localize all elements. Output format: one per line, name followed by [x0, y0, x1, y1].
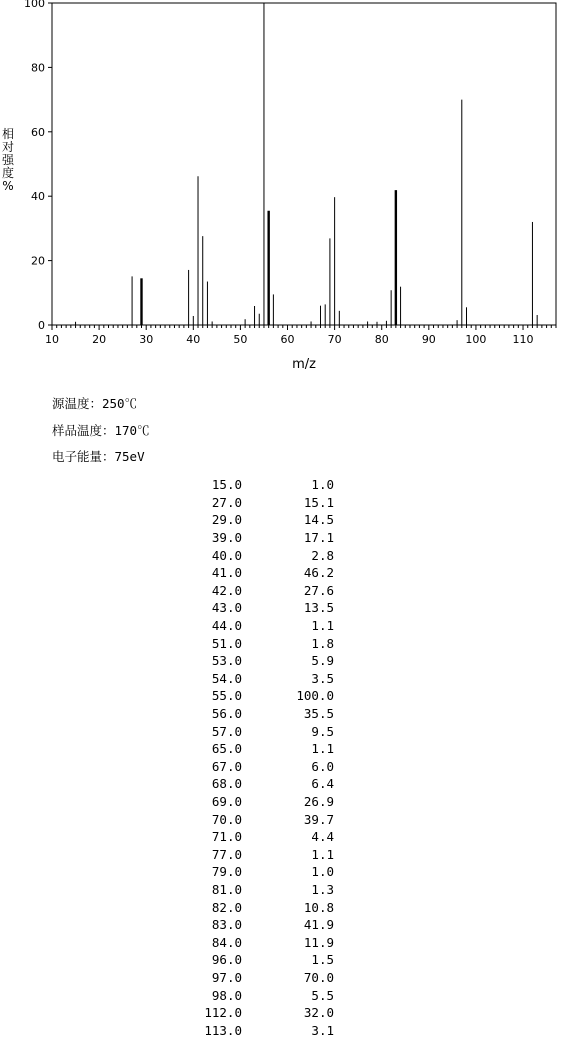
y-axis-label-char: 度: [1, 166, 14, 180]
peak-table: [196, 476, 346, 1039]
peak-table-row: [196, 775, 346, 793]
peak-abundance: 39.7: [303, 811, 334, 827]
peak-abundance: 35.5: [303, 706, 334, 722]
sample-temperature: 样品温度：170℃: [52, 423, 150, 438]
spectrum-peaks: [76, 3, 538, 325]
peak-abundance: 14.5: [303, 512, 334, 528]
peak-abundance: 10.8: [303, 899, 334, 915]
peak-abundance: 3.1: [311, 1022, 334, 1038]
x-axis-label: m/z: [292, 357, 316, 372]
peak-abundance: 1.8: [311, 635, 334, 651]
peak-mz: 68.0: [211, 776, 242, 792]
source-temperature: 源温度：250℃: [52, 396, 138, 411]
peak-table-row: [196, 758, 346, 776]
peak-table-row: [196, 740, 346, 758]
x-tick-label: 70: [327, 333, 342, 346]
y-axis-label-char: 相: [1, 127, 14, 141]
peak-table-row: [196, 951, 346, 969]
mass-spectrum-chart: [0, 0, 570, 380]
y-axis-label-char: 对: [1, 140, 14, 154]
peak-mz: 98.0: [211, 987, 242, 1003]
y-axis-ticks: [24, 0, 52, 332]
peak-mz: 56.0: [211, 706, 242, 722]
peak-mz: 53.0: [211, 653, 242, 669]
peak-table-row: [196, 863, 346, 881]
peak-table-row: [196, 529, 346, 547]
peak-abundance: 1.3: [311, 881, 334, 897]
peak-mz: 43.0: [211, 600, 242, 616]
peak-table-row: [196, 546, 346, 564]
x-axis-ticks: [45, 325, 556, 346]
peak-mz: 42.0: [211, 582, 242, 598]
peak-table-row: [196, 1004, 346, 1022]
peak-table-row: [196, 881, 346, 899]
peak-mz: 69.0: [211, 793, 242, 809]
x-tick-label: 10: [45, 333, 59, 346]
peak-abundance: 1.0: [311, 477, 334, 493]
peak-table-row: [196, 1021, 346, 1039]
peak-mz: 39.0: [211, 530, 242, 546]
peak-abundance: 6.4: [311, 776, 334, 792]
x-tick-label: 110: [512, 333, 534, 346]
peak-table-row: [196, 670, 346, 688]
y-tick-label: 80: [31, 61, 45, 75]
electron-energy: 电子能量：75eV: [52, 449, 145, 464]
peak-table-row: [196, 722, 346, 740]
peak-mz: 44.0: [211, 618, 242, 634]
peak-table-row: [196, 599, 346, 617]
peak-table-row: [196, 494, 346, 512]
y-tick-label: 0: [38, 319, 45, 332]
peak-abundance: 17.1: [303, 530, 334, 546]
peak-abundance: 5.9: [311, 653, 334, 669]
peak-table-row: [196, 687, 346, 705]
y-axis-label-char: %: [2, 179, 14, 193]
peak-mz: 113.0: [204, 1022, 242, 1038]
x-tick-label: 40: [186, 333, 201, 346]
peak-table-row: [196, 564, 346, 582]
peak-table-row: [196, 511, 346, 529]
peak-mz: 70.0: [211, 811, 242, 827]
peak-abundance: 2.8: [311, 547, 334, 563]
peak-abundance: 1.5: [311, 952, 334, 968]
peak-abundance: 32.0: [303, 1005, 334, 1021]
x-tick-label: 80: [374, 333, 389, 346]
peak-mz: 112.0: [204, 1005, 242, 1021]
peak-table-row: [196, 810, 346, 828]
peak-mz: 71.0: [211, 829, 242, 845]
peak-abundance: 3.5: [311, 670, 334, 686]
peak-mz: 51.0: [211, 635, 242, 651]
peak-table-row: [196, 705, 346, 723]
peak-table-row: [196, 652, 346, 670]
peak-mz: 15.0: [211, 477, 242, 493]
peak-abundance: 13.5: [303, 600, 334, 616]
peak-mz: 97.0: [211, 969, 242, 985]
peak-abundance: 5.5: [311, 987, 334, 1003]
peak-table-row: [196, 898, 346, 916]
peak-abundance: 27.6: [303, 582, 334, 598]
peak-table-row: [196, 793, 346, 811]
y-tick-label: 100: [24, 0, 45, 10]
peak-mz: 41.0: [211, 565, 242, 581]
peak-mz: 29.0: [211, 512, 242, 528]
peak-table-row: [196, 582, 346, 600]
peak-table-row: [196, 916, 346, 934]
peak-mz: 77.0: [211, 846, 242, 862]
peak-mz: 79.0: [211, 864, 242, 880]
peak-abundance: 1.1: [311, 741, 334, 757]
plot-frame: [52, 3, 556, 325]
peak-abundance: 46.2: [303, 565, 334, 581]
peak-abundance: 9.5: [311, 723, 334, 739]
y-axis-label: [1, 128, 15, 193]
peak-abundance: 15.1: [303, 494, 334, 510]
x-tick-label: 30: [139, 333, 154, 346]
peak-abundance: 1.1: [311, 846, 334, 862]
peak-abundance: 1.0: [311, 864, 334, 880]
peak-abundance: 4.4: [311, 829, 334, 845]
peak-table-row: [196, 845, 346, 863]
peak-mz: 40.0: [211, 547, 242, 563]
peak-mz: 67.0: [211, 758, 242, 774]
x-tick-label: 50: [233, 333, 248, 346]
peak-mz: 84.0: [211, 934, 242, 950]
x-tick-label: 20: [92, 333, 107, 346]
peak-table-row: [196, 986, 346, 1004]
peak-mz: 83.0: [211, 917, 242, 933]
peak-mz: 82.0: [211, 899, 242, 915]
peak-mz: 81.0: [211, 881, 242, 897]
peak-abundance: 6.0: [311, 758, 334, 774]
peak-abundance: 26.9: [303, 793, 334, 809]
y-tick-label: 60: [31, 125, 45, 139]
peak-table-row: [196, 933, 346, 951]
y-axis-label-char: 强: [1, 153, 14, 167]
x-tick-label: 60: [280, 333, 295, 346]
peak-mz: 96.0: [211, 952, 242, 968]
peak-abundance: 41.9: [303, 917, 334, 933]
peak-table-row: [196, 969, 346, 987]
peak-abundance: 100.0: [296, 688, 334, 704]
peak-abundance: 70.0: [303, 969, 334, 985]
peak-mz: 55.0: [211, 688, 242, 704]
y-tick-label: 40: [31, 190, 45, 204]
peak-abundance: 1.1: [311, 618, 334, 634]
peak-abundance: 11.9: [303, 934, 334, 950]
peak-table-row: [196, 634, 346, 652]
peak-mz: 57.0: [211, 723, 242, 739]
peak-table-row: [196, 617, 346, 635]
peak-mz: 54.0: [211, 670, 242, 686]
y-tick-label: 20: [31, 254, 45, 268]
x-tick-label: 90: [421, 333, 436, 346]
peak-mz: 65.0: [211, 741, 242, 757]
peak-mz: 27.0: [211, 494, 242, 510]
peak-table-row: [196, 828, 346, 846]
peak-table-row: [196, 476, 346, 494]
x-tick-label: 100: [465, 333, 487, 346]
